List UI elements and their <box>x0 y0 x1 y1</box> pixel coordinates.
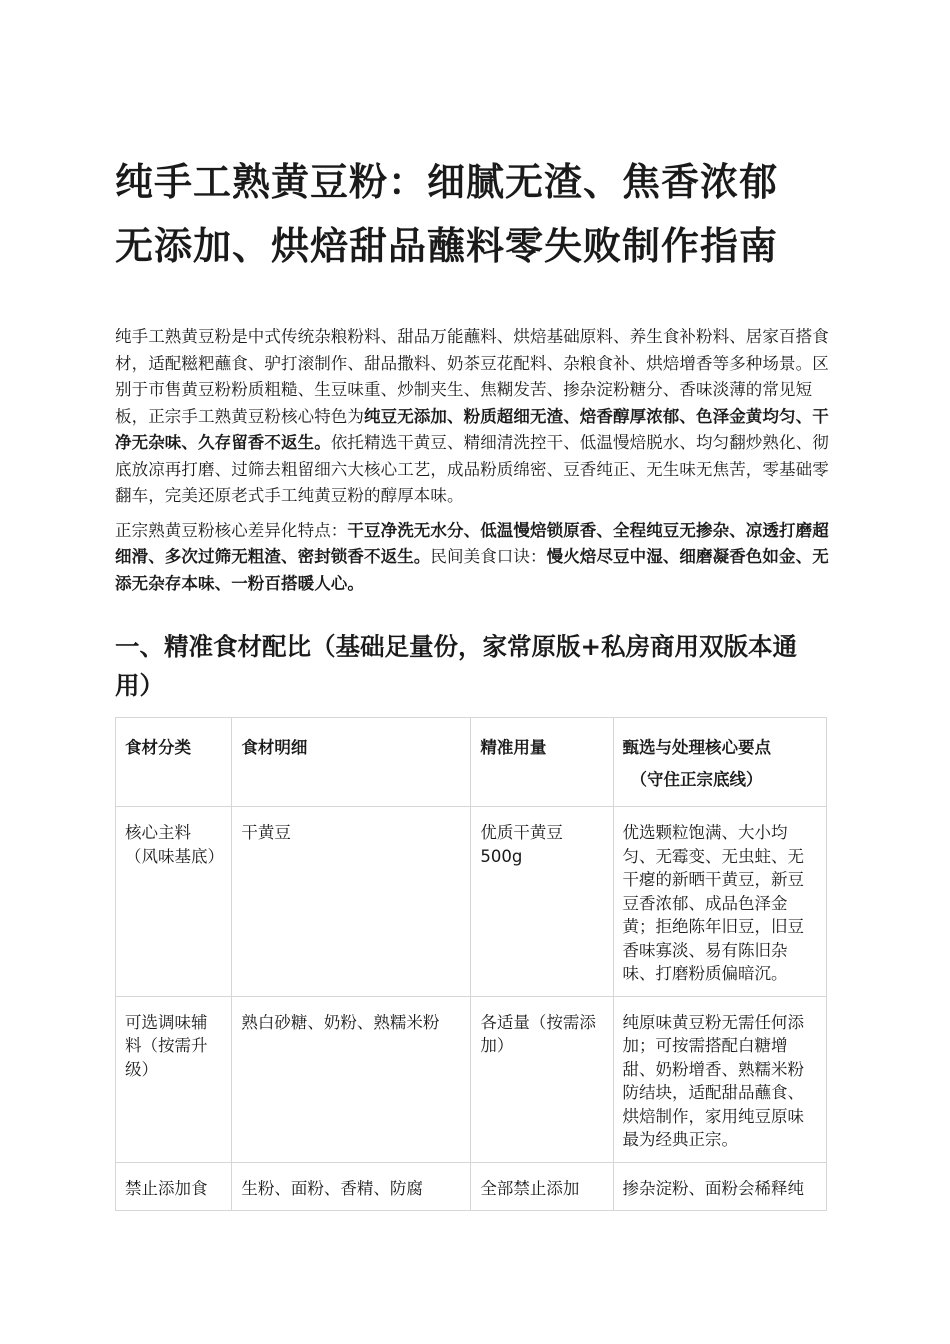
document-page <box>115 150 835 1211</box>
table-cell: 掺杂淀粉、面粉会稀释纯 <box>613 1162 826 1211</box>
table-header-cell: 食材分类 <box>116 718 232 807</box>
table-cell: 优质干黄豆500g <box>471 807 613 997</box>
table-header-cell <box>613 718 826 807</box>
title-line-2: 无添加、烘焙甜品蘸料零失败制作指南 <box>115 224 779 268</box>
intro-text: 正宗熟黄豆粉核心差异化特点： <box>115 520 348 540</box>
intro-text: 纯手工熟黄豆粉是中式传统杂粮粉料、甜品万能蘸料、烘焙基础原料、养生食补粉料、居家百搭食材，适配糍粑蘸食、驴打滚制作、甜品撒料、奶茶豆花配料、杂粮食补、烘焙增香等多种场景。区别于市售黄豆粉粉质粗糙、生豆味重、炒制夹生、焦糊发苦、掺杂淀粉糖分、香味淡薄的常见短板，正宗手工熟黄豆粉核心特色为 <box>115 327 829 426</box>
table-header-cell: 精准用量 <box>471 718 613 807</box>
table-cell: 生粉、面粉、香精、防腐 <box>232 1162 471 1211</box>
table-cell: 禁止添加食 <box>116 1162 232 1211</box>
intro-bold-text: 慢火焙尽豆中湿、细磨凝香色如金、无添无杂存本味、一粉百搭暖人心。 <box>115 547 829 593</box>
header-text: 甄选与处理核心要点 <box>622 738 772 757</box>
table-row <box>116 1162 827 1211</box>
table-cell: 熟白砂糖、奶粉、熟糯米粉 <box>232 996 471 1162</box>
section-heading-ingredients: 一、精准食材配比（基础足量份，家常原版+私房商用双版本通用） <box>115 632 798 700</box>
table-row <box>116 996 827 1162</box>
header-subtext: （守住正宗底线） <box>630 770 763 789</box>
table-cell: 优选颗粒饱满、大小均匀、无霉变、无虫蛀、无干瘪的新晒干黄豆，新豆豆香浓郁、成品色泽金黄；拒绝陈年旧豆，旧豆香味寡淡、易有陈旧杂味、打磨粉质偏暗沉。 <box>613 807 826 997</box>
table-header-cell: 食材明细 <box>232 718 471 807</box>
table-header-row <box>116 718 827 807</box>
intro-bold-text: 干豆净洗无水分、低温慢焙锁原香、全程纯豆无掺杂、凉透打磨超细滑、多次过筛无粗渣、密封锁香不返生。 <box>115 520 829 566</box>
intro-text: 依托精选干黄豆、精细清洗控干、低温慢焙脱水、均匀翻炒熟化、彻底放凉再打磨、过筛去粗留细六大核心工艺，成品粉质绵密、豆香纯正、无生味无焦苦，零基础零翻车，完美还原老式手工纯黄豆粉的醇厚本味。 <box>115 433 829 505</box>
intro-bold-text: 纯豆无添加、粉质超细无渣、焙香醇厚浓郁、色泽金黄均匀、干净无杂味、久存留香不返生。 <box>115 406 829 452</box>
table-cell: 核心主料（风味基底） <box>116 807 232 997</box>
table-cell: 全部禁止添加 <box>471 1162 613 1211</box>
intro-text: 民间美食口诀： <box>430 547 547 566</box>
intro-section <box>115 324 835 597</box>
ingredients-table <box>115 717 827 1211</box>
intro-paragraph-2 <box>115 518 835 598</box>
table-cell: 各适量（按需添加） <box>471 996 613 1162</box>
document-title <box>115 150 835 278</box>
table-cell: 干黄豆 <box>232 807 471 997</box>
title-line-1: 纯手工熟黄豆粉：细腻无渣、焦香浓郁 <box>115 160 779 204</box>
table-cell: 可选调味辅料（按需升级） <box>116 996 232 1162</box>
table-cell: 纯原味黄豆粉无需任何添加；可按需搭配白糖增甜、奶粉增香、熟糯米粉防结块，适配甜品蘸食、烘焙制作，家用纯豆原味最为经典正宗。 <box>613 996 826 1162</box>
intro-paragraph-1 <box>115 324 835 510</box>
table-row <box>116 807 827 997</box>
